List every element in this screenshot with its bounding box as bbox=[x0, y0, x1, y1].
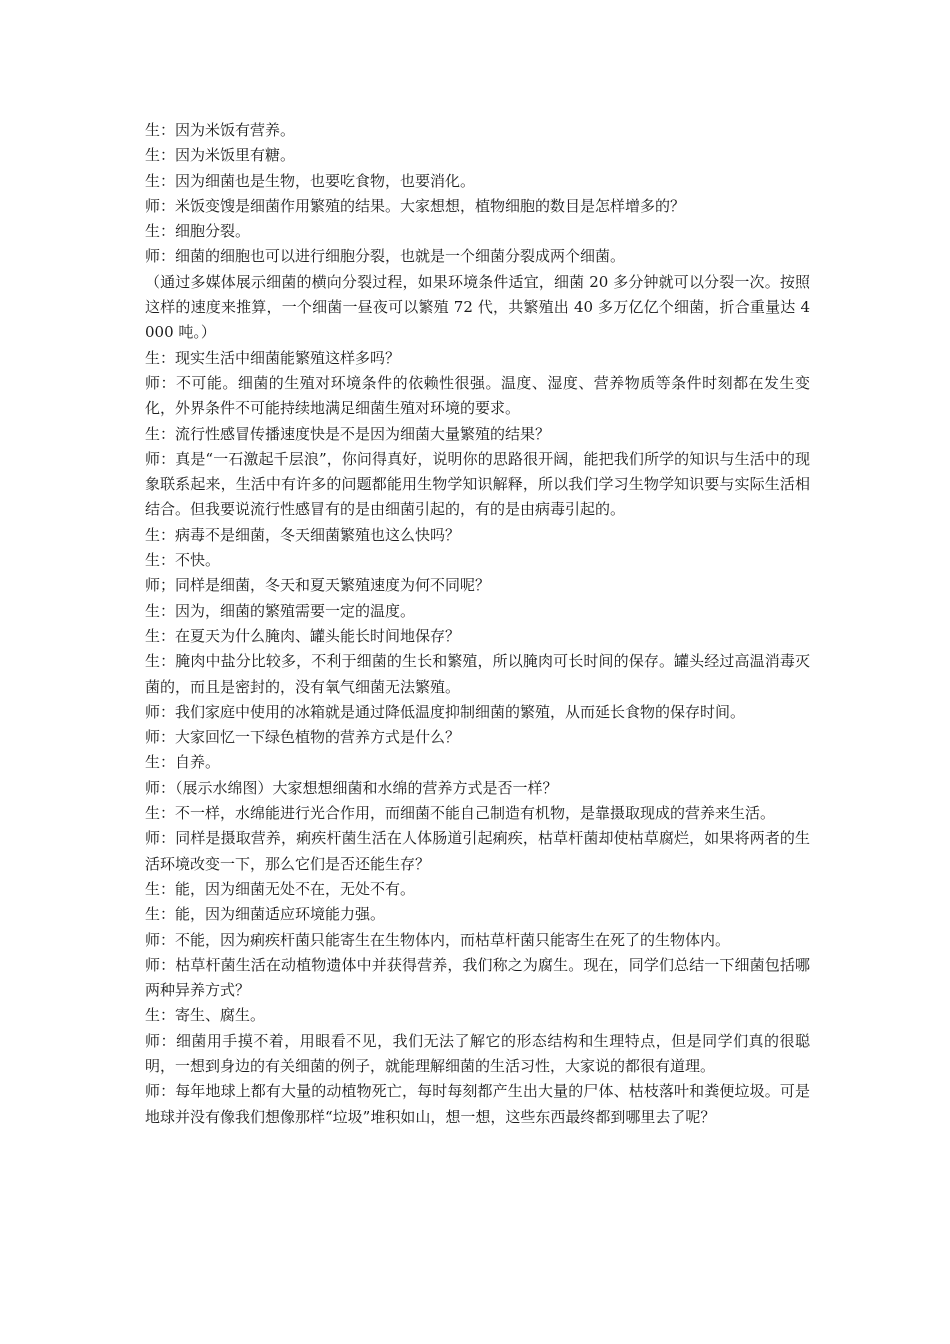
paragraph: 生：不一样，水绵能进行光合作用，而细菌不能自己制造有机物，是靠摄取现成的营养来生活。 bbox=[145, 804, 776, 823]
paragraph: 生：寄生、腐生。 bbox=[145, 1006, 266, 1025]
paragraph: 师：真是“一石激起千层浪”，你问得真好，说明你的思路很开阔，能把我们所学的知识与生活中的现象联系起来，生活中有许多的问题都能用生物学知识解释，所以我们学习生物学知识要与实际生活相结合。但我要说流行性感冒有的是由细菌引起的，有的是由病毒引起的。 bbox=[145, 449, 810, 519]
paragraph: 生：流行性感冒传播速度快是不是因为细菌大量繁殖的结果？ bbox=[145, 424, 551, 443]
paragraph: 师：细菌的细胞也可以进行细胞分裂，也就是一个细菌分裂成两个细菌。 bbox=[145, 247, 626, 266]
paragraph: 生：能，因为细菌适应环境能力强。 bbox=[145, 905, 386, 924]
paragraph: 师：同样是摄取营养，痢疾杆菌生活在人体肠道引起痢疾，枯草杆菌却使枯草腐烂，如果将两者的生活环境改变一下，那么它们是否还能生存？ bbox=[145, 829, 810, 873]
paragraph: 生：现实生活中细菌能繁殖这样多吗？ bbox=[145, 348, 401, 367]
paragraph: 师；同样是细菌，冬天和夏天繁殖速度为何不同呢？ bbox=[145, 576, 491, 595]
paragraph: 生：因为，细菌的繁殖需要一定的温度。 bbox=[145, 601, 416, 620]
paragraph: 生：因为细菌也是生物，也要吃食物，也要消化。 bbox=[145, 171, 476, 190]
paragraph: 师：米饭变馊是细菌作用繁殖的结果。大家想想，植物细胞的数目是怎样增多的？ bbox=[145, 196, 686, 215]
paragraph: 生：腌肉中盐分比较多，不利于细菌的生长和繁殖，所以腌肉可长时间的保存。罐头经过高温消毒灭菌的，而且是密封的，没有氧气细菌无法繁殖。 bbox=[145, 652, 810, 696]
paragraph: （通过多媒体展示细菌的横向分裂过程，如果环境条件适宜，细菌 20 多分钟就可以分裂一次。按照这样的速度来推算，一个细菌一昼夜可以繁殖 72 代，共繁殖出 40 多万亿亿个细菌，折合重量达 4000 吨。） bbox=[145, 272, 810, 342]
paragraph: 师：枯草杆菌生活在动植物遗体中并获得营养，我们称之为腐生。现在，同学们总结一下细菌包括哪两种异养方式？ bbox=[145, 955, 810, 1000]
paragraph: 生：因为米饭有营养。 bbox=[145, 121, 296, 139]
paragraph: 生：细胞分裂。 bbox=[145, 222, 251, 241]
document-body bbox=[145, 118, 810, 1130]
paragraph: 生：能，因为细菌无处不在，无处不有。 bbox=[145, 879, 416, 898]
paragraph: 师：我们家庭中使用的冰箱就是通过降低温度抑制细菌的繁殖，从而延长食物的保存时间。 bbox=[145, 702, 746, 721]
paragraph: 师：不能，因为痢疾杆菌只能寄生在生物体内，而枯草杆菌只能寄生在死了的生物体内。 bbox=[145, 930, 731, 949]
paragraph: 生：在夏天为什么腌肉、罐头能长时间地保存？ bbox=[145, 626, 461, 645]
paragraph: 师：不可能。细菌的生殖对环境条件的依赖性很强。温度、湿度、营养物质等条件时刻都在发生变化，外界条件不可能持续地满足细菌生殖对环境的要求。 bbox=[145, 373, 810, 418]
paragraph: 生：因为米饭里有糖。 bbox=[145, 146, 296, 165]
paragraph: 师：大家回忆一下绿色植物的营养方式是什么？ bbox=[145, 728, 461, 747]
paragraph: 生：自养。 bbox=[145, 753, 221, 772]
paragraph: 师：（展示水绵图）大家想想细菌和水绵的营养方式是否一样？ bbox=[145, 778, 558, 797]
paragraph: 生：病毒不是细菌，冬天细菌繁殖也这么快吗？ bbox=[145, 525, 461, 544]
paragraph: 师：每年地球上都有大量的动植物死亡，每时每刻都产生出大量的尸体、枯枝落叶和粪便垃圾。可是地球并没有像我们想像那样“垃圾”堆积如山，想一想，这些东西最终都到哪里去了呢？ bbox=[145, 1082, 810, 1126]
paragraph: 生：不快。 bbox=[145, 551, 221, 570]
paragraph: 师：细菌用手摸不着，用眼看不见，我们无法了解它的形态结构和生理特点，但是同学们真的很聪明，一想到身边的有关细菌的例子，就能理解细菌的生活习性，大家说的都很有道理。 bbox=[145, 1031, 810, 1075]
